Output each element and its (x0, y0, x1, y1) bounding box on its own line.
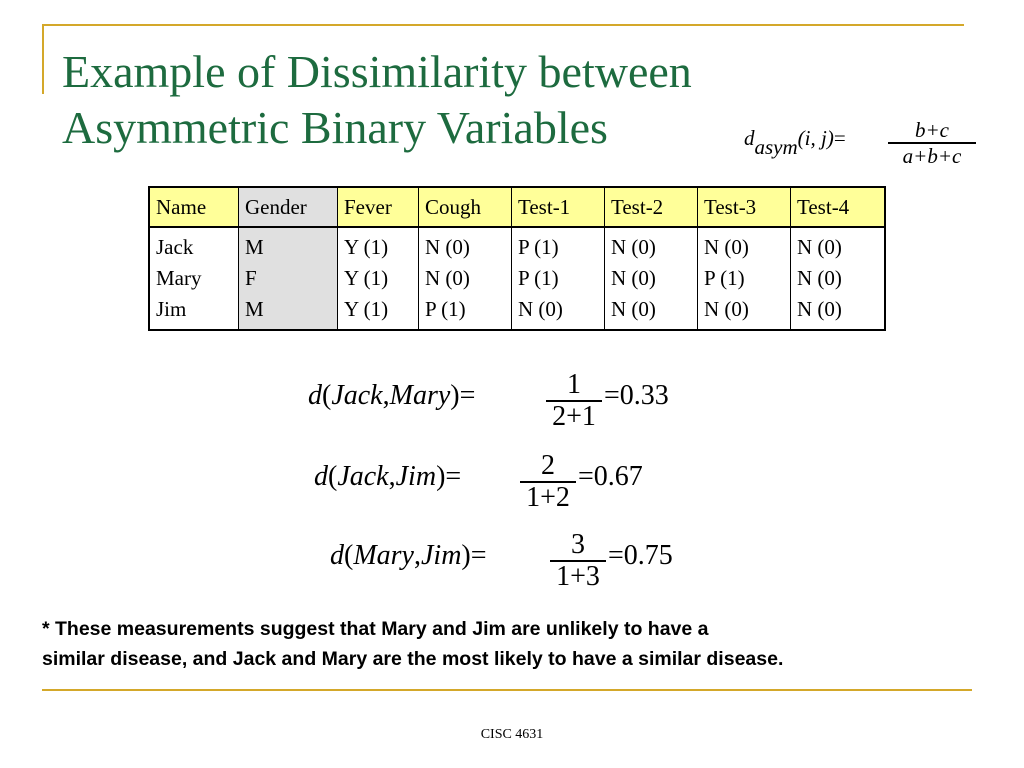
eq-arg-a: Jack (337, 461, 389, 492)
formula-subscript: asym (754, 135, 798, 159)
table-cell: Y (1) (344, 266, 389, 290)
table-cell: Y (1) (344, 235, 389, 259)
conclusion-note (42, 614, 1022, 674)
table-cell: P (1) (518, 266, 559, 290)
table-cell: N (0) (797, 297, 842, 321)
formula-denominator: a+b+c (902, 143, 962, 168)
table-cell: N (0) (518, 297, 563, 321)
table-cell: M (245, 297, 264, 321)
column-cough (419, 227, 512, 330)
slide-footer: CISC 4631 (480, 727, 544, 742)
left-rule (42, 24, 44, 94)
table-cell: Jim (156, 297, 187, 321)
table-cell: N (0) (797, 235, 842, 259)
eq-result: =0.75 (608, 540, 673, 571)
header-test-1: Test-1 (512, 187, 605, 227)
eq-arg-b: Mary (389, 380, 451, 411)
eq-arg-a: Mary (353, 540, 414, 571)
eq-denominator: 1+3 (556, 560, 600, 592)
formula-numerator: b+c (915, 118, 949, 142)
header-name: Name (149, 187, 239, 227)
eq-open-paren: ( (328, 461, 338, 492)
eq-close-paren: ) (450, 380, 460, 411)
eq-numerator: 2 (541, 450, 555, 481)
eq-result: =0.67 (578, 461, 643, 492)
eq-equals: = (445, 461, 462, 492)
eq-d: d (314, 461, 328, 492)
eq-d: d (330, 540, 344, 571)
table-cell: N (0) (611, 297, 656, 321)
table-cell: N (0) (611, 235, 656, 259)
column-test-1 (512, 227, 605, 330)
table-header-row (149, 187, 885, 227)
eq-comma: , (382, 380, 390, 411)
table-cell: Jack (156, 235, 194, 259)
table-cell: N (0) (704, 235, 749, 259)
eq-arg-a: Jack (331, 380, 383, 411)
table-cell: N (0) (797, 266, 842, 290)
eq-equals: = (470, 540, 487, 571)
eq-open-paren: ( (344, 540, 354, 571)
note-line-2: similar disease, and Jack and Mary are the most likely to have a similar disease. (42, 648, 784, 670)
eq-numerator: 1 (567, 369, 581, 400)
eq-arg-b: Jim (395, 461, 437, 492)
eq-comma: , (388, 461, 396, 492)
eq-close-paren: ) (461, 540, 471, 571)
table-cell: F (245, 266, 257, 290)
patient-table (148, 186, 886, 331)
column-fever (338, 227, 419, 330)
formula-equals: = (833, 126, 846, 150)
column-test-3 (698, 227, 791, 330)
note-line-1: * These measurements suggest that Mary and Jim are unlikely to have a (42, 618, 709, 640)
table-body-row (149, 227, 885, 330)
eq-d: d (308, 380, 322, 411)
table-cell: P (1) (425, 297, 466, 321)
eq-denominator: 1+2 (526, 481, 570, 513)
eq-equals: = (459, 380, 476, 411)
title-line-2: Asymmetric Binary Variables (62, 102, 608, 153)
header-fever: Fever (338, 187, 419, 227)
column-test-4 (791, 227, 886, 330)
header-cough: Cough (419, 187, 512, 227)
top-rule (42, 24, 964, 26)
eq-result: =0.33 (604, 380, 669, 411)
header-test-3: Test-3 (698, 187, 791, 227)
table-cell: M (245, 235, 264, 259)
title-line-1: Example of Dissimilarity between (62, 46, 692, 97)
column-test-2 (605, 227, 698, 330)
bottom-rule (42, 689, 972, 691)
eq-denominator: 2+1 (552, 400, 596, 432)
header-test-4: Test-4 (791, 187, 886, 227)
column-name (149, 227, 239, 330)
eq-comma: , (413, 540, 421, 571)
slide-title (62, 44, 692, 156)
eq-numerator: 3 (571, 529, 585, 560)
table-cell: P (1) (518, 235, 559, 259)
table-cell: N (0) (704, 297, 749, 321)
eq-arg-b: Jim (420, 540, 462, 571)
formula-d: d (744, 126, 755, 150)
table-cell: P (1) (704, 266, 745, 290)
formula-args: (i, j) (797, 126, 834, 150)
table-cell: N (0) (611, 266, 656, 290)
header-gender: Gender (239, 187, 338, 227)
eq-open-paren: ( (322, 380, 332, 411)
table-cell: Y (1) (344, 297, 389, 321)
header-test-2: Test-2 (605, 187, 698, 227)
column-gender (239, 227, 338, 330)
table-cell: N (0) (425, 235, 470, 259)
table-cell: Mary (156, 266, 202, 290)
table-cell: N (0) (425, 266, 470, 290)
eq-close-paren: ) (436, 461, 446, 492)
